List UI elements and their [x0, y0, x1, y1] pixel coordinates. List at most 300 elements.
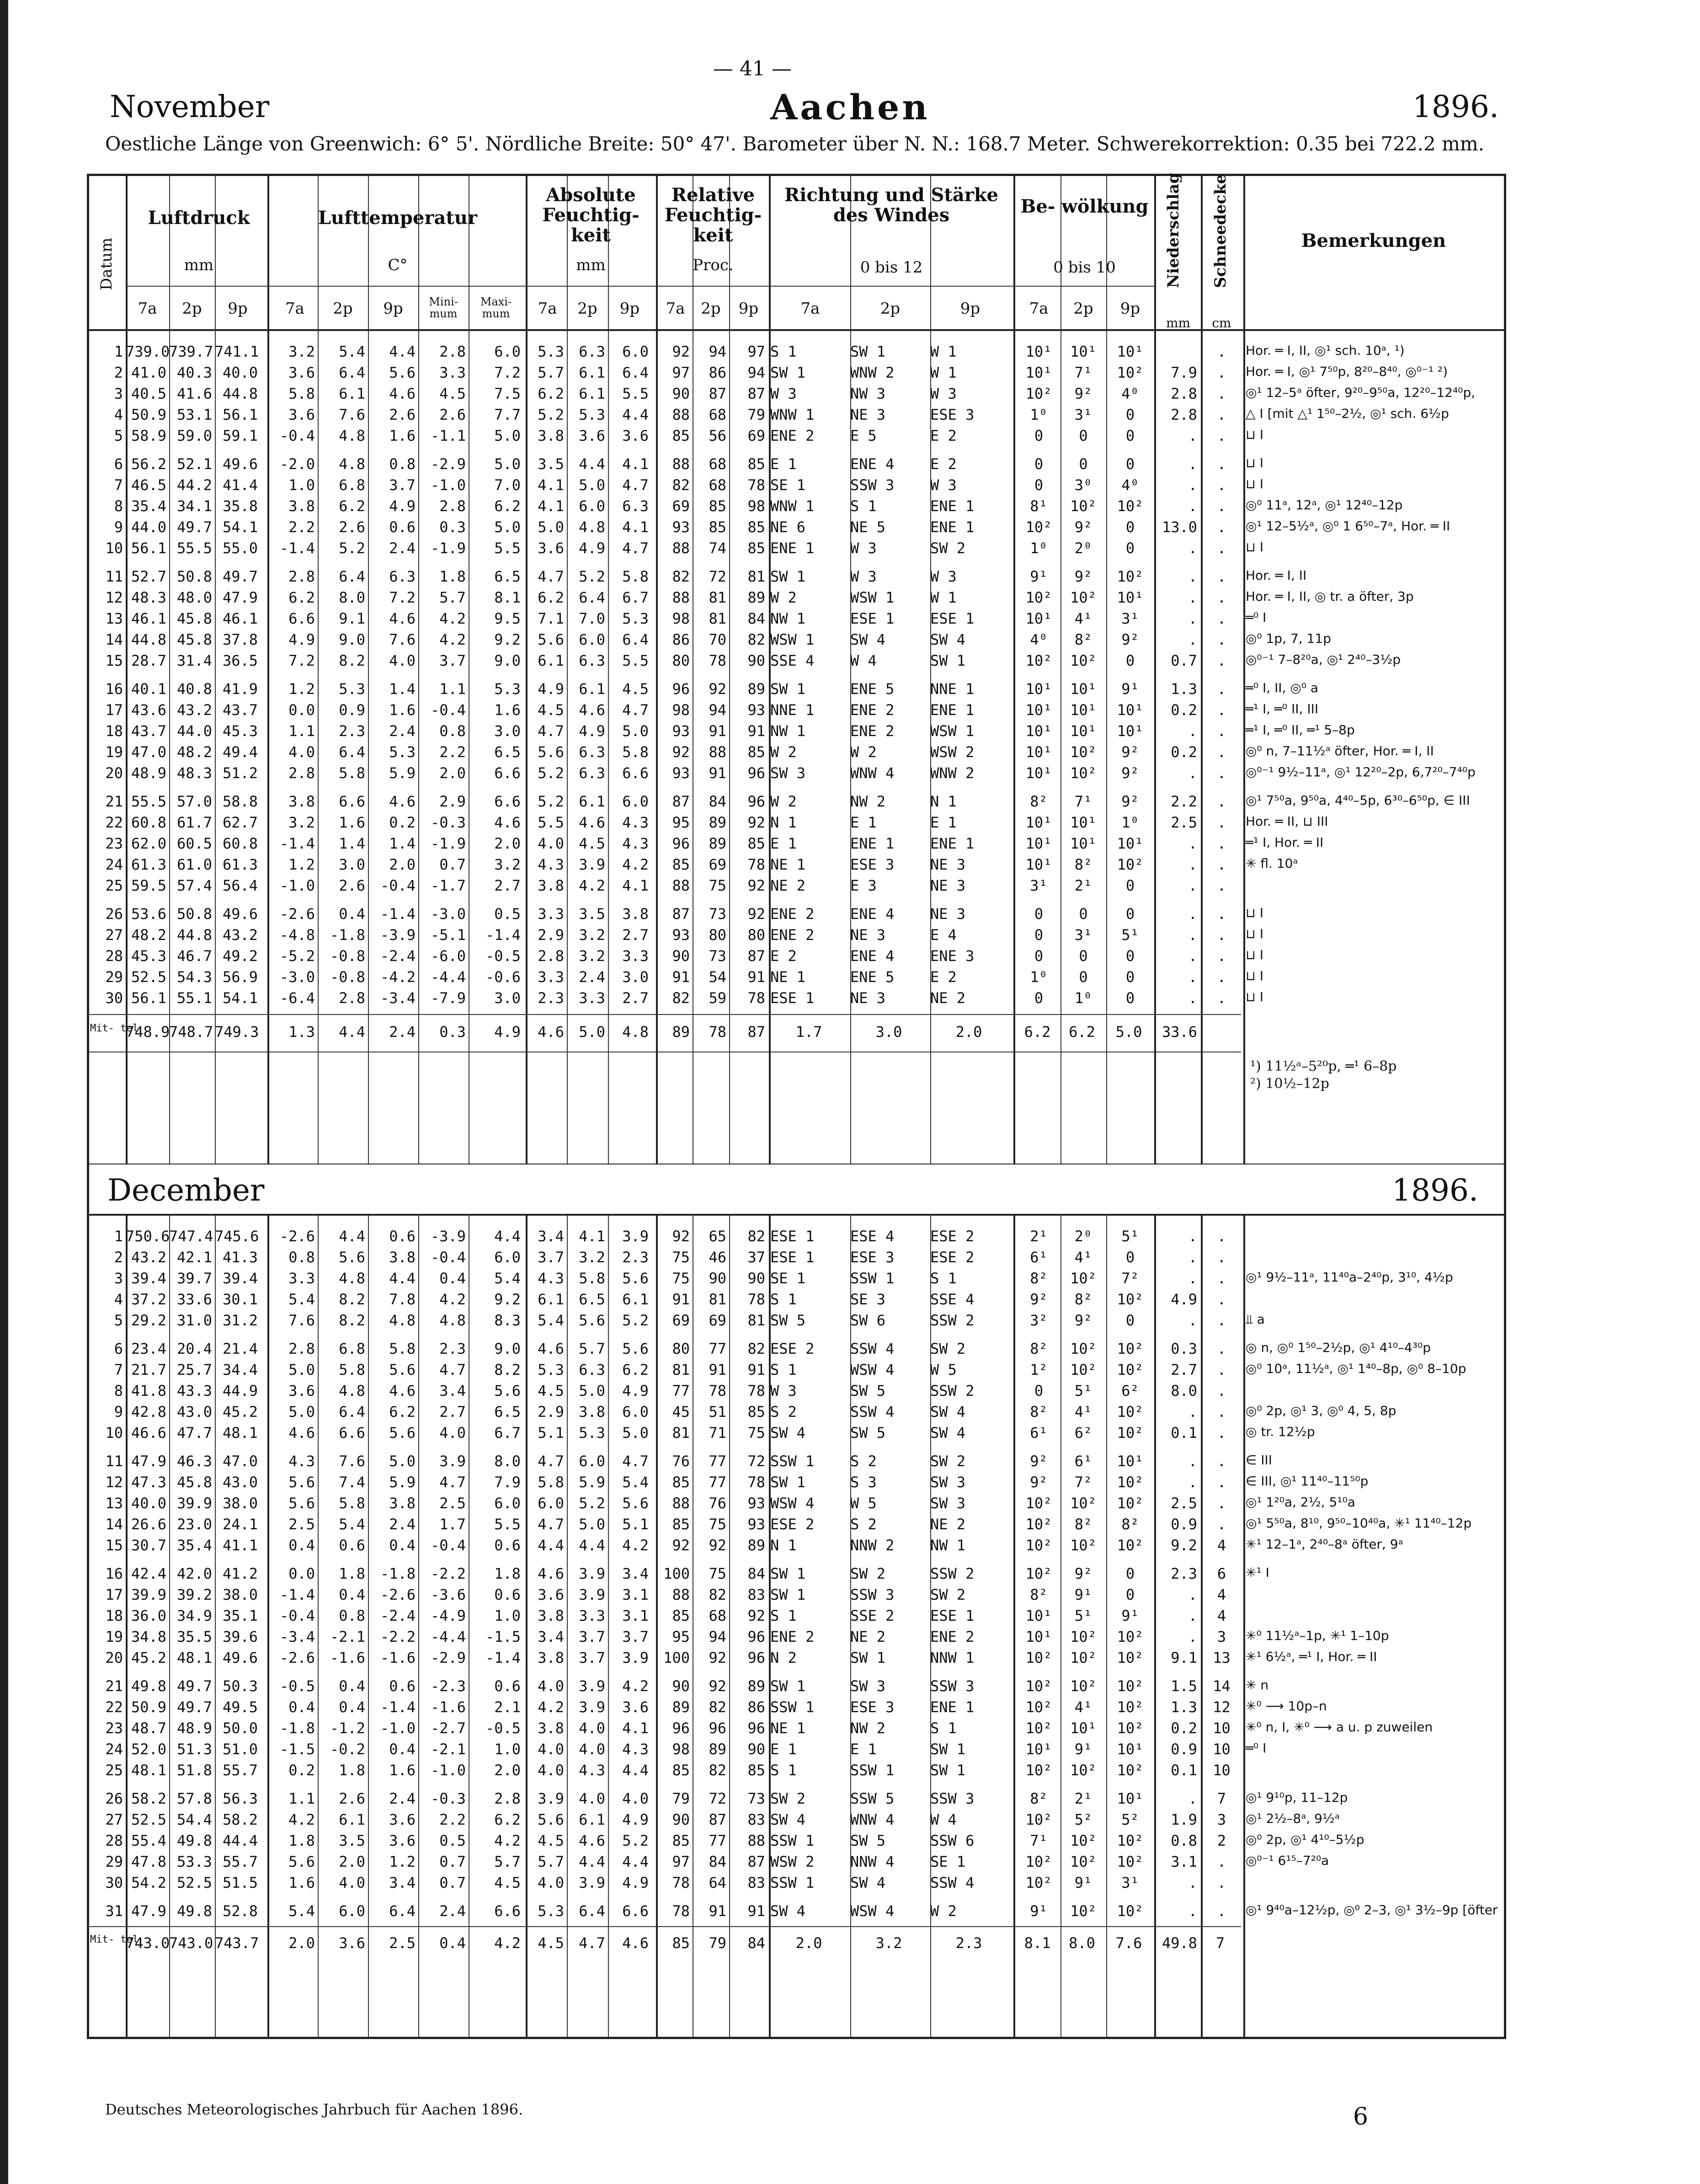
cell-r9: 90	[747, 652, 765, 669]
cell-w9: SW 2	[930, 1586, 966, 1603]
cell-p9: 51.2	[222, 764, 258, 782]
cell-a9: 4.3	[622, 1741, 649, 1758]
mean-tmin: 0.3	[439, 1023, 466, 1041]
cell-tmin: -2.3	[430, 1677, 466, 1695]
cell-p7: 44.0	[131, 518, 166, 536]
table-row	[89, 1698, 1504, 1719]
cell-a7: 3.8	[538, 1649, 564, 1666]
cell-w9: SSW 2	[930, 1382, 975, 1399]
cell-t9: 1.6	[389, 1762, 416, 1779]
cell-tmin: 0.7	[439, 856, 466, 873]
cell-c7: 9¹	[1030, 1902, 1048, 1920]
cell-p2: 55.1	[176, 989, 212, 1007]
cell-rem: ⊔ I	[1246, 947, 1264, 962]
header-relative-unit: Proc.	[693, 256, 734, 274]
cell-a9: 4.1	[622, 518, 649, 536]
header-wind-unit: 0 bis 12	[860, 258, 923, 277]
cell-w2: SSE 2	[850, 1607, 895, 1624]
cell-r9: 96	[747, 1719, 765, 1737]
cell-tmin: 4.8	[439, 1312, 466, 1329]
cell-a2: 5.0	[579, 476, 605, 494]
mean-t2: 3.6	[339, 1934, 365, 1952]
cell-w7: NE 1	[770, 856, 806, 873]
cell-s: .	[1217, 497, 1226, 515]
cell-c9: 10¹	[1117, 835, 1144, 852]
cell-t7: 5.4	[288, 1291, 315, 1308]
header-time-t2: 2p	[701, 299, 721, 318]
cell-t7: -0.5	[279, 1677, 315, 1695]
cell-c2: 10²	[1070, 1340, 1097, 1357]
year-december: 1896.	[1392, 1173, 1478, 1208]
cell-p9: 50.3	[222, 1677, 258, 1695]
cell-a2: 4.1	[579, 1228, 605, 1245]
cell-p2: 739.7	[169, 343, 213, 360]
cell-t9: 5.8	[389, 1340, 416, 1357]
cell-w2: ENE 2	[850, 722, 895, 740]
cell-p7: 42.8	[131, 1403, 166, 1420]
cell-p9: 49.6	[222, 905, 258, 923]
cell-rem: ═⁰ I	[1246, 610, 1267, 625]
mean-w2: 3.0	[875, 1023, 902, 1041]
cell-r7: 81	[672, 1424, 690, 1442]
cell-c9: 8²	[1121, 1516, 1139, 1533]
cell-r7: 78	[672, 1902, 690, 1920]
cell-w7: NE 2	[770, 877, 806, 894]
cell-t2: 6.0	[339, 1902, 365, 1920]
cell-r7: 98	[672, 610, 690, 627]
cell-w9: W 1	[930, 364, 957, 381]
cell-w9: SW 1	[930, 1762, 966, 1779]
cell-tmax: 4.2	[494, 1832, 521, 1849]
cell-s: .	[1217, 1291, 1226, 1308]
station-info-line: Oestliche Länge von Greenwich: 6° 5'. Nördliche Breite: 50° 47'. Barometer über N. N.: 168.7 Meter. Schwerekorrektion: 0.35 bei 722.2 mm.	[105, 133, 1485, 155]
cell-s: .	[1217, 631, 1226, 648]
cell-r2: 88	[709, 743, 726, 761]
cell-t2: 7.4	[339, 1474, 365, 1491]
cell-r9: 94	[747, 364, 765, 381]
cell-d: 14	[105, 1516, 123, 1533]
cell-tmax: 2.1	[494, 1698, 521, 1716]
cell-tmin: 3.9	[439, 1452, 466, 1470]
cell-p2: 46.7	[176, 947, 212, 965]
cell-w9: ENE 1	[930, 1698, 975, 1716]
mean-n: 49.8	[1162, 1934, 1197, 1952]
cell-c9: 9²	[1121, 793, 1139, 810]
cell-p7: 48.3	[131, 589, 166, 606]
cell-t7: 1.1	[288, 1790, 315, 1807]
cell-a2: 6.4	[579, 1902, 605, 1920]
cell-c7: 10²	[1025, 1516, 1052, 1533]
cell-p7: 29.2	[131, 1312, 166, 1329]
cell-p7: 37.2	[131, 1291, 166, 1308]
cell-a2: 3.9	[579, 1698, 605, 1716]
mean-c2: 6.2	[1069, 1023, 1095, 1041]
cell-tmax: 9.0	[494, 652, 521, 669]
cell-t7: 4.6	[288, 1424, 315, 1442]
cell-r7: 88	[672, 539, 690, 557]
cell-d: 9	[114, 1403, 123, 1420]
cell-r9: 37	[747, 1249, 765, 1266]
cell-p9: 39.4	[222, 1270, 258, 1287]
cell-t7: 0.8	[288, 1249, 315, 1266]
mean-t7: 1.3	[288, 1023, 315, 1041]
header-time-t9: 9p	[960, 299, 981, 318]
cell-tmin: -3.0	[430, 905, 466, 923]
cell-w9: NW 1	[930, 1537, 966, 1554]
cell-c2: 10²	[1070, 1853, 1097, 1870]
cell-p2: 31.0	[176, 1312, 212, 1329]
cell-a2: 6.1	[579, 793, 605, 810]
cell-w7: E 2	[770, 947, 797, 965]
cell-p2: 41.6	[176, 385, 212, 402]
cell-a7: 5.2	[538, 793, 564, 810]
cell-a2: 4.4	[579, 455, 605, 473]
cell-c2: 4¹	[1074, 1249, 1092, 1266]
cell-a7: 3.3	[538, 905, 564, 923]
cell-w9: NE 3	[930, 905, 966, 923]
cell-rem: ⊔ I	[1246, 926, 1264, 941]
cell-w2: ENE 4	[850, 947, 895, 965]
cell-a7: 5.0	[538, 518, 564, 536]
cell-t7: -1.0	[279, 877, 315, 894]
cell-tmax: 7.2	[494, 364, 521, 381]
cell-t2: 3.5	[339, 1832, 365, 1849]
cell-p7: 42.4	[131, 1565, 166, 1582]
cell-a9: 6.6	[622, 764, 649, 782]
cell-p9: 741.1	[215, 343, 259, 360]
cell-r9: 85	[747, 835, 765, 852]
cell-tmax: 9.2	[494, 631, 521, 648]
cell-n: 1.5	[1171, 1677, 1197, 1695]
cell-t9: -1.4	[380, 1698, 416, 1716]
cell-c7: 1⁰	[1030, 539, 1048, 557]
cell-w7: W 2	[770, 743, 797, 761]
cell-c2: 1⁰	[1074, 989, 1092, 1007]
cell-w9: ESE 1	[930, 610, 975, 627]
cell-t2: 9.0	[339, 631, 365, 648]
cell-t9: 6.3	[389, 568, 416, 585]
cell-r2: 92	[709, 1677, 726, 1695]
cell-tmax: 6.5	[494, 568, 521, 585]
cell-c2: 9¹	[1074, 1741, 1092, 1758]
cell-r9: 80	[747, 926, 765, 944]
cell-p9: 43.0	[222, 1474, 258, 1491]
cell-w9: SSW 3	[930, 1790, 975, 1807]
cell-c2: 4¹	[1074, 1698, 1092, 1716]
cell-r9: 91	[747, 968, 765, 986]
cell-t7: 4.2	[288, 1811, 315, 1828]
cell-w2: ESE 4	[850, 1228, 895, 1245]
cell-w2: ENE 2	[850, 701, 895, 719]
cell-a9: 4.9	[622, 1874, 649, 1891]
mean-tmax: 4.9	[494, 1023, 521, 1041]
cell-n: 9.2	[1171, 1537, 1197, 1554]
cell-rem: ═¹ I, ═⁰ II, III	[1246, 701, 1319, 716]
cell-a7: 4.5	[538, 701, 564, 719]
cell-p2: 57.8	[176, 1790, 212, 1807]
cell-tmin: 3.3	[439, 364, 466, 381]
cell-c7: 10¹	[1025, 610, 1052, 627]
cell-t2: 4.8	[339, 455, 365, 473]
cell-w7: SW 1	[770, 1565, 806, 1582]
cell-w9: ESE 3	[930, 406, 975, 423]
cell-tmax: 6.0	[494, 1249, 521, 1266]
cell-r2: 73	[709, 947, 726, 965]
binding-edge	[0, 0, 8, 2184]
cell-a9: 4.1	[622, 877, 649, 894]
column-rule	[769, 176, 771, 2037]
cell-d: 13	[105, 610, 123, 627]
cell-c7: 10²	[1025, 589, 1052, 606]
cell-a2: 4.2	[579, 877, 605, 894]
cell-d: 17	[105, 1586, 123, 1603]
cell-w9: SSW 2	[930, 1312, 975, 1329]
cell-d: 29	[105, 1853, 123, 1870]
cell-d: 6	[114, 1340, 123, 1357]
cell-p9: 35.1	[222, 1607, 258, 1624]
cell-tmin: 4.7	[439, 1361, 466, 1378]
cell-w2: E 3	[850, 877, 877, 894]
cell-a2: 6.0	[579, 1452, 605, 1470]
cell-a2: 4.6	[579, 814, 605, 831]
cell-r7: 75	[672, 1270, 690, 1287]
cell-tmax: 2.8	[494, 1790, 521, 1807]
cell-r9: 89	[747, 1537, 765, 1554]
cell-a2: 5.8	[579, 1270, 605, 1287]
cell-c9: 0	[1125, 905, 1135, 923]
table-row	[89, 1607, 1504, 1628]
cell-c2: 0	[1079, 455, 1088, 473]
cell-n: .	[1188, 1790, 1197, 1807]
cell-tmin: 0.4	[439, 1270, 466, 1287]
cell-t2: 6.4	[339, 1403, 365, 1420]
table-row	[89, 835, 1504, 856]
table-row	[89, 926, 1504, 947]
mean-r2: 79	[709, 1934, 726, 1952]
cell-d: 20	[105, 1649, 123, 1666]
cell-w2: SW 1	[850, 1649, 886, 1666]
cell-t7: 4.3	[288, 1452, 315, 1470]
cell-c7: 8²	[1030, 1403, 1048, 1420]
cell-p7: 750.6	[126, 1228, 170, 1245]
cell-t2: 9.1	[339, 610, 365, 627]
cell-t2: 0.8	[339, 1607, 365, 1624]
cell-n: .	[1188, 1249, 1197, 1266]
cell-p9: 48.1	[222, 1424, 258, 1442]
cell-tmax: 9.0	[494, 1340, 521, 1357]
cell-r2: 89	[709, 814, 726, 831]
cell-tmax: -1.5	[485, 1628, 521, 1645]
cell-p7: 739.0	[126, 343, 170, 360]
cell-c2: 3⁰	[1074, 476, 1092, 494]
cell-r2: 91	[709, 1361, 726, 1378]
cell-p7: 59.5	[131, 877, 166, 894]
cell-tmax: 7.7	[494, 406, 521, 423]
cell-r7: 90	[672, 947, 690, 965]
cell-w9: W 1	[930, 589, 957, 606]
cell-rem: ═¹ I, Hor. ═ II	[1246, 835, 1324, 850]
cell-c7: 1²	[1030, 1361, 1048, 1378]
cell-p7: 39.4	[131, 1270, 166, 1287]
cell-r2: 77	[709, 1340, 726, 1357]
cell-r2: 75	[709, 1516, 726, 1533]
cell-c7: 10²	[1025, 652, 1052, 669]
cell-tmax: 5.6	[494, 1382, 521, 1399]
cell-p2: 39.2	[176, 1586, 212, 1603]
cell-a7: 4.7	[538, 1516, 564, 1533]
column-rule	[526, 176, 528, 2037]
cell-p9: 52.8	[222, 1902, 258, 1920]
table-row	[89, 497, 1504, 518]
cell-r7: 82	[672, 568, 690, 585]
cell-t9: -2.4	[380, 1607, 416, 1624]
cell-p7: 43.6	[131, 701, 166, 719]
cell-rem: Hor. ═ I, II, ◎ tr. a öfter, 3p	[1246, 589, 1414, 604]
cell-d: 27	[105, 1811, 123, 1828]
cell-tmin: -1.9	[430, 835, 466, 852]
cell-p7: 41.0	[131, 364, 166, 381]
cell-c9: 10²	[1117, 1649, 1144, 1666]
cell-t7: 0.0	[288, 701, 315, 719]
cell-c9: 10²	[1117, 1832, 1144, 1849]
cell-d: 2	[114, 364, 123, 381]
cell-p9: 51.5	[222, 1874, 258, 1891]
cell-d: 13	[105, 1495, 123, 1512]
cell-a7: 4.0	[538, 1741, 564, 1758]
cell-a9: 6.3	[622, 497, 649, 515]
cell-t2: 0.4	[339, 1698, 365, 1716]
cell-t2: 6.2	[339, 497, 365, 515]
cell-p9: 44.4	[222, 1832, 258, 1849]
column-rule	[368, 176, 369, 2037]
cell-p9: 39.6	[222, 1628, 258, 1645]
cell-a9: 3.6	[622, 1698, 649, 1716]
cell-t2: -0.8	[330, 968, 365, 986]
cell-n: .	[1188, 722, 1197, 740]
cell-t7: 4.9	[288, 631, 315, 648]
cell-d: 28	[105, 947, 123, 965]
mean-c9: 5.0	[1115, 1023, 1142, 1041]
header-niederschlag-unit: mm	[1166, 315, 1191, 331]
cell-d: 12	[105, 589, 123, 606]
cell-t2: 8.2	[339, 1312, 365, 1329]
cell-n: 7.9	[1171, 364, 1197, 381]
cell-a9: 5.4	[622, 1474, 649, 1491]
cell-a2: 5.3	[579, 1424, 605, 1442]
mean-row	[89, 1023, 1504, 1044]
header-absolute-unit: mm	[576, 256, 606, 274]
cell-s: 4	[1217, 1607, 1226, 1624]
cell-t9: 5.6	[389, 1361, 416, 1378]
cell-c2: 9²	[1074, 1565, 1092, 1582]
header-niederschlag: Niederschlag	[1164, 172, 1183, 288]
cell-w2: ESE 3	[850, 1249, 895, 1266]
cell-w9: NE 3	[930, 856, 966, 873]
cell-r2: 81	[709, 1291, 726, 1308]
cell-c7: 6¹	[1030, 1249, 1048, 1266]
table-row	[89, 1474, 1504, 1495]
cell-w7: ESE 2	[770, 1516, 815, 1533]
cell-r9: 78	[747, 476, 765, 494]
cell-r7: 81	[672, 1361, 690, 1378]
cell-a7: 4.6	[538, 1565, 564, 1582]
cell-w2: WNW 4	[850, 1811, 895, 1828]
cell-a7: 6.2	[538, 385, 564, 402]
cell-t2: 3.0	[339, 856, 365, 873]
cell-r9: 87	[747, 1853, 765, 1870]
cell-tmax: 6.7	[494, 1424, 521, 1442]
header-lufttemperatur: Lufttemperatur	[318, 207, 478, 229]
cell-t7: 1.1	[288, 722, 315, 740]
cell-tmin: 0.7	[439, 1874, 466, 1891]
cell-c9: 10²	[1117, 1474, 1144, 1491]
cell-w7: SE 1	[770, 476, 806, 494]
cell-w2: WSW 4	[850, 1361, 895, 1378]
cell-p9: 40.0	[222, 364, 258, 381]
column-rule	[126, 176, 128, 2037]
cell-c7: 8²	[1030, 793, 1048, 810]
cell-a7: 7.1	[538, 610, 564, 627]
cell-a9: 2.7	[622, 926, 649, 944]
cell-r7: 90	[672, 1677, 690, 1695]
cell-a7: 3.8	[538, 1719, 564, 1737]
cell-t7: 1.2	[288, 856, 315, 873]
cell-r2: 91	[709, 1902, 726, 1920]
cell-c2: 10²	[1070, 497, 1097, 515]
cell-d: 23	[105, 1719, 123, 1737]
cell-w9: SW 4	[930, 1403, 966, 1420]
cell-p7: 52.5	[131, 968, 166, 986]
cell-t9: -2.4	[380, 947, 416, 965]
cell-p9: 43.2	[222, 926, 258, 944]
cell-r2: 87	[709, 1811, 726, 1828]
cell-n: .	[1188, 1586, 1197, 1603]
cell-t2: 4.4	[339, 1228, 365, 1245]
cell-a7: 4.7	[538, 1452, 564, 1470]
cell-s: .	[1217, 1516, 1226, 1533]
cell-s: .	[1217, 1902, 1226, 1920]
cell-s: 3	[1217, 1628, 1226, 1645]
cell-p7: 47.8	[131, 1853, 166, 1870]
cell-tmax: 7.9	[494, 1474, 521, 1491]
cell-c9: 5¹	[1121, 926, 1139, 944]
cell-w7: ESE 1	[770, 989, 815, 1007]
table-row	[89, 385, 1504, 406]
cell-r7: 93	[672, 926, 690, 944]
cell-p7: 30.7	[131, 1537, 166, 1554]
cell-s: .	[1217, 1312, 1226, 1329]
cell-d: 3	[114, 1270, 123, 1287]
cell-s: .	[1217, 385, 1226, 402]
cell-r7: 89	[672, 1698, 690, 1716]
cell-r9: 85	[747, 455, 765, 473]
cell-t7: -1.4	[279, 539, 315, 557]
cell-t9: 4.6	[389, 385, 416, 402]
mean-tmin: 0.4	[439, 1934, 466, 1952]
cell-a9: 5.8	[622, 743, 649, 761]
cell-p7: 44.8	[131, 631, 166, 648]
cell-p2: 51.3	[176, 1741, 212, 1758]
cell-a2: 7.0	[579, 610, 605, 627]
cell-c7: 0	[1034, 427, 1044, 444]
cell-a2: 5.2	[579, 568, 605, 585]
cell-a9: 3.6	[622, 427, 649, 444]
cell-n: 0.2	[1171, 1719, 1197, 1737]
cell-a7: 3.5	[538, 455, 564, 473]
cell-c7: 10²	[1025, 1677, 1052, 1695]
cell-a9: 3.1	[622, 1607, 649, 1624]
cell-c2: 9¹	[1074, 1874, 1092, 1891]
